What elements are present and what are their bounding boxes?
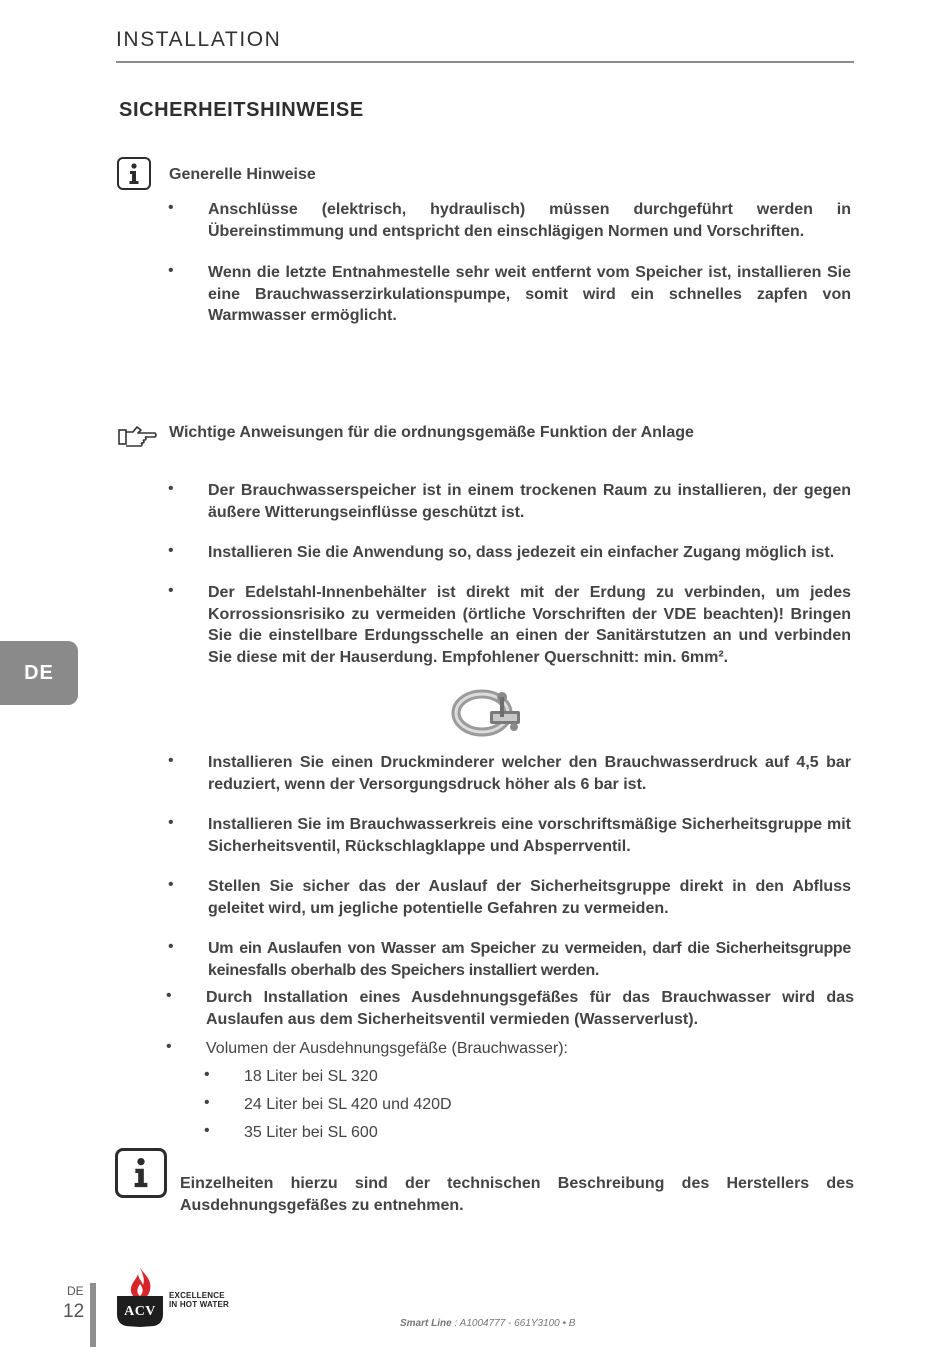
bullet: • bbox=[168, 752, 174, 769]
volume-item: 24 Liter bei SL 420 und 420D bbox=[244, 1096, 452, 1113]
page-number: 12 bbox=[63, 1301, 85, 1322]
list-item: Installieren Sie die Anwendung so, dass jedezeit ein einfacher Zugang möglich ist. bbox=[208, 544, 835, 561]
document-code: : A1004777 - 661Y3100 • B bbox=[451, 1318, 576, 1329]
document-reference bbox=[400, 1318, 575, 1329]
footer-bar bbox=[90, 1283, 96, 1347]
info-icon bbox=[115, 1148, 167, 1198]
list-item: Durch Installation eines Ausdehnungsgefäßes für das Brauchwasser wird das Auslaufen aus dem Sicherheitsventil vermieden (Wasserverlust). bbox=[206, 989, 854, 1028]
info-glyph bbox=[124, 1156, 158, 1190]
bullet: • bbox=[168, 814, 174, 831]
header-rule bbox=[116, 61, 854, 63]
tagline-line-2: IN HOT WATER bbox=[169, 1300, 230, 1309]
brand-tagline bbox=[169, 1291, 229, 1309]
general-heading: Generelle Hinweise bbox=[169, 166, 316, 183]
pointing-hand-icon bbox=[117, 424, 159, 453]
list-item: Installieren Sie im Brauchwasserkreis eine vorschriftsmäßige Sicherheitsgruppe mit Sicherheitsventil, Rückschlagklappe und Absperrventil. bbox=[208, 816, 851, 855]
bullet: • bbox=[204, 1094, 210, 1111]
bullet: • bbox=[168, 480, 174, 497]
bullet: • bbox=[168, 199, 174, 216]
list-item: Der Edelstahl-Innenbehälter ist direkt mit der Erdung zu verbinden, um jedes Korrossionsrisiko zu vermeiden (örtliche Vorschriften der VDE beachten)! Bringen Sie die einstellbare Erdungsschelle an einen der Sanitärstutzen an und verbinden Sie diese mit der Hauserdung. Empfohlener Querschnitt: min. 6mm². bbox=[208, 584, 851, 666]
bullet: • bbox=[168, 582, 174, 599]
bullet: • bbox=[204, 1066, 210, 1083]
list-item: Der Brauchwasserspeicher ist in einem trockenen Raum zu installieren, der gegen äußere Witterungseinflüsse geschützt ist. bbox=[208, 482, 851, 521]
acv-logo bbox=[116, 1266, 164, 1327]
footer-language: DE bbox=[67, 1284, 84, 1298]
list-item: Stellen Sie sicher das der Auslauf der Sicherheitsgruppe direkt in den Abfluss geleitet wird, um jegliche potentielle Gefahren zu vermeiden. bbox=[208, 878, 851, 917]
list-item: Wenn die letzte Entnahmestelle sehr weit entfernt vom Speicher ist, installieren Sie eine Brauchwasserzirkulationspumpe, somit wird ein schnelles zapfen von Warmwasser ermöglicht. bbox=[208, 264, 851, 324]
list-item: Volumen der Ausdehnungsgefäße (Brauchwasser): bbox=[206, 1040, 568, 1057]
bullet: • bbox=[168, 262, 174, 279]
bullet: • bbox=[166, 987, 172, 1004]
list-item: Installieren Sie einen Druckminderer welcher den Brauchwasserdruck auf 4,5 bar reduziert, wenn der Versorgungsdruck höher als 6 bar ist. bbox=[208, 754, 851, 793]
tagline-line-1: EXCELLENCE bbox=[169, 1291, 225, 1300]
bullet: • bbox=[168, 542, 174, 559]
info-glyph bbox=[122, 162, 146, 186]
volume-item: 35 Liter bei SL 600 bbox=[244, 1124, 378, 1141]
grounding-clamp-image bbox=[446, 683, 526, 744]
page-title: SICHERHEITSHINWEISE bbox=[119, 99, 364, 121]
bullet: • bbox=[168, 938, 174, 955]
product-name: Smart Line bbox=[400, 1318, 452, 1329]
bullet: • bbox=[166, 1038, 172, 1055]
note-text: Einzelheiten hierzu sind der technischen Beschreibung des Herstellers des Ausdehnungsgefäßes zu entnehmen. bbox=[180, 1175, 854, 1214]
bullet: • bbox=[168, 876, 174, 893]
list-item: Anschlüsse (elektrisch, hydraulisch) müssen durchgeführt werden in Übereinstimmung und entspricht den einschlägigen Normen und Vorschriften. bbox=[208, 201, 851, 240]
info-icon bbox=[117, 157, 151, 190]
important-heading: Wichtige Anweisungen für die ordnungsgemäße Funktion der Anlage bbox=[169, 424, 694, 441]
list-item: Um ein Auslaufen von Wasser am Speicher zu vermeiden, darf die Sicherheitsgruppe keinesfalls oberhalb des Speichers installiert werden. bbox=[208, 940, 851, 979]
volume-item: 18 Liter bei SL 320 bbox=[244, 1068, 378, 1085]
bullet: • bbox=[204, 1122, 210, 1139]
language-tab: DE bbox=[0, 641, 78, 705]
section-title: INSTALLATION bbox=[116, 28, 282, 51]
brand-name: ACV bbox=[124, 1304, 156, 1319]
